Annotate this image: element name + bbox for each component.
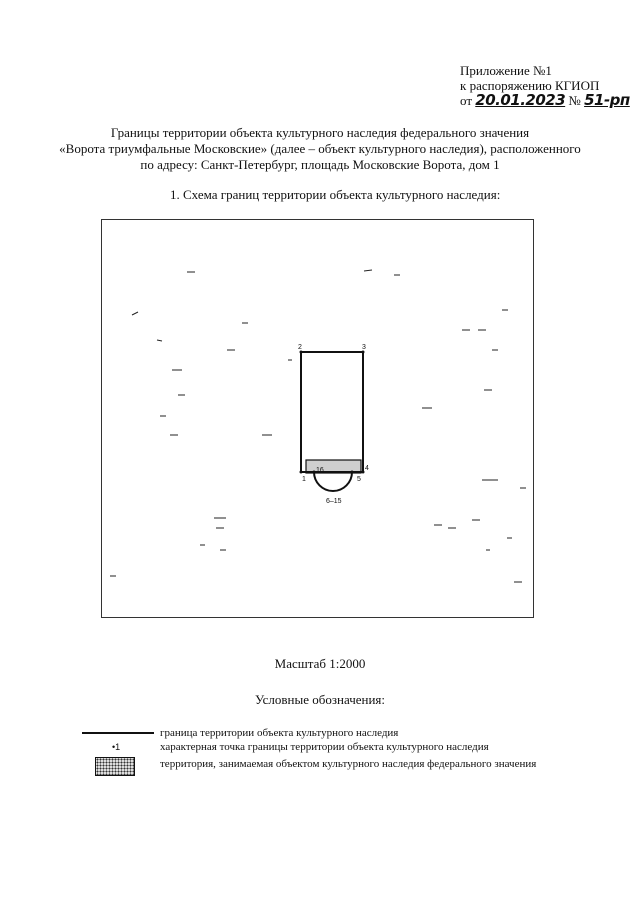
order-date: 20.01.2023 [475, 91, 566, 109]
legend-item-boundary: граница территории объекта культурного наследия [160, 727, 399, 739]
point-label-5: 5 [357, 476, 361, 483]
appendix-header [460, 63, 630, 108]
order-number: 51-рп [584, 91, 630, 109]
number-prefix: № [568, 93, 581, 108]
title-line-3: по адресу: Санкт-Петербург, площадь Московские Ворота, дом 1 [140, 157, 500, 172]
boundary-line [301, 352, 363, 472]
document-title [40, 125, 600, 173]
title-line-2: «Ворота триумфальные Московские» (далее – объект культурного наследия), расположенного [59, 141, 581, 156]
point-label-2: 2 [298, 344, 302, 351]
date-prefix: от [460, 93, 473, 108]
section-heading: 1. Схема границ территории объекта культурного наследия: [170, 187, 501, 202]
appendix-number: Приложение №1 [460, 63, 552, 78]
boundary-map [101, 219, 534, 618]
point-label-16: 16 [316, 467, 324, 474]
appendix-date-line [460, 93, 630, 108]
point-label-3: 3 [362, 344, 366, 351]
legend-territory-symbol [95, 757, 135, 776]
legend-title: Условные обозначения: [254, 692, 386, 707]
legend-item-point: характерная точка границы территории объекта культурного наследия [160, 741, 489, 753]
legend-boundary-line-symbol [82, 732, 154, 734]
title-line-1: Границы территории объекта культурного наследия федерального значения [110, 125, 530, 140]
scan-specks [110, 270, 526, 582]
map-scale: Масштаб 1:2000 [274, 656, 366, 671]
legend-item-territory: территория, занимаемая объектом культурного наследия федерального значения [160, 758, 537, 770]
appendix-order-ref: к распоряжению КГИОП [460, 78, 600, 93]
legend-point-symbol: •1 [112, 742, 121, 752]
point-label-1: 1 [302, 476, 306, 483]
boundary-points [300, 351, 365, 474]
boundary-map-drawing [102, 220, 533, 617]
boundary-arc [314, 472, 352, 491]
territory-boundary [301, 352, 363, 491]
point-label-6-15: 6–15 [326, 498, 342, 505]
point-label-4: 4 [365, 465, 369, 472]
